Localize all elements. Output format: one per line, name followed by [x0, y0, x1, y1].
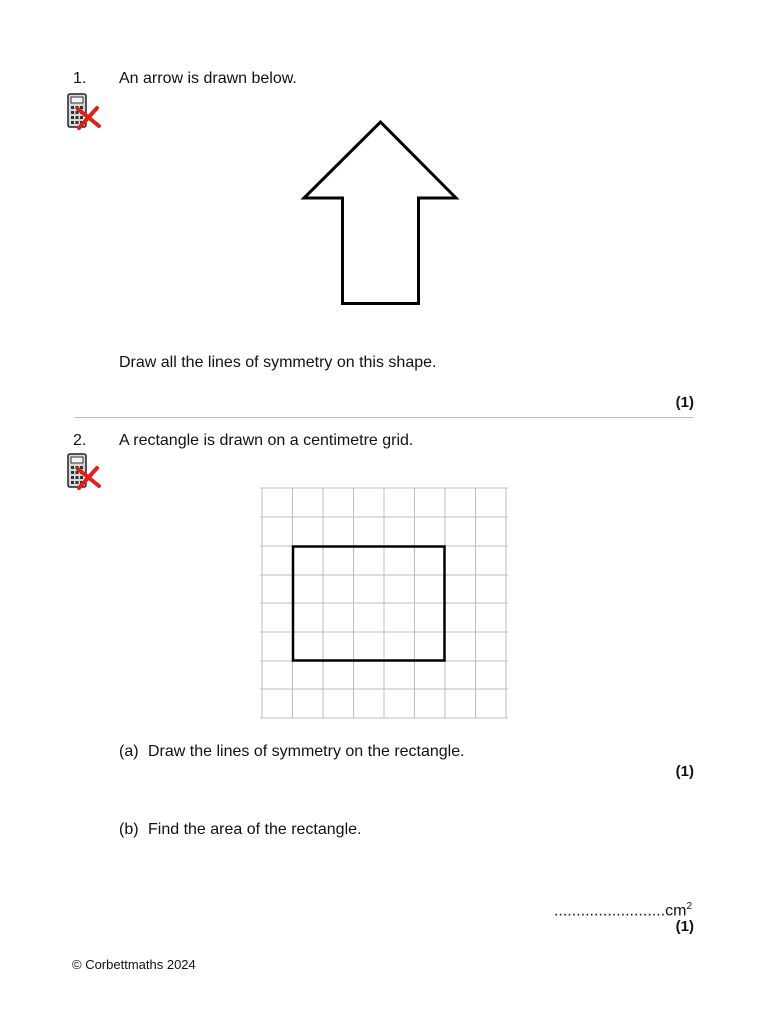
- no-calculator-icon: [66, 453, 102, 491]
- question-2-number: 2.: [73, 432, 87, 449]
- answer-unit: cm: [665, 902, 687, 920]
- part-b-text: Find the area of the rectangle.: [148, 821, 362, 838]
- answer-dots: .........................: [553, 902, 666, 920]
- centimetre-grid: [258, 484, 512, 722]
- question-1-marks: (1): [675, 394, 694, 411]
- part-b-marks: (1): [675, 918, 694, 935]
- part-a-marks: (1): [675, 763, 694, 780]
- part-b-label: (b): [119, 821, 139, 838]
- question-1-instruction: Draw all the lines of symmetry on this shape.: [119, 354, 437, 371]
- no-calculator-icon: [66, 93, 102, 131]
- part-a-label: (a): [119, 743, 139, 760]
- question-2-prompt: A rectangle is drawn on a centimetre grid.: [119, 432, 414, 449]
- arrow-shape: [300, 118, 462, 308]
- part-a-text: Draw the lines of symmetry on the rectangle.: [148, 743, 465, 760]
- question-divider: [74, 417, 694, 418]
- answer-unit-power: 2: [686, 901, 692, 912]
- copyright-footer: © Corbettmaths 2024: [72, 957, 196, 972]
- answer-line[interactable]: [554, 897, 692, 921]
- question-1-number: 1.: [73, 70, 87, 87]
- question-1-prompt: An arrow is drawn below.: [119, 70, 297, 87]
